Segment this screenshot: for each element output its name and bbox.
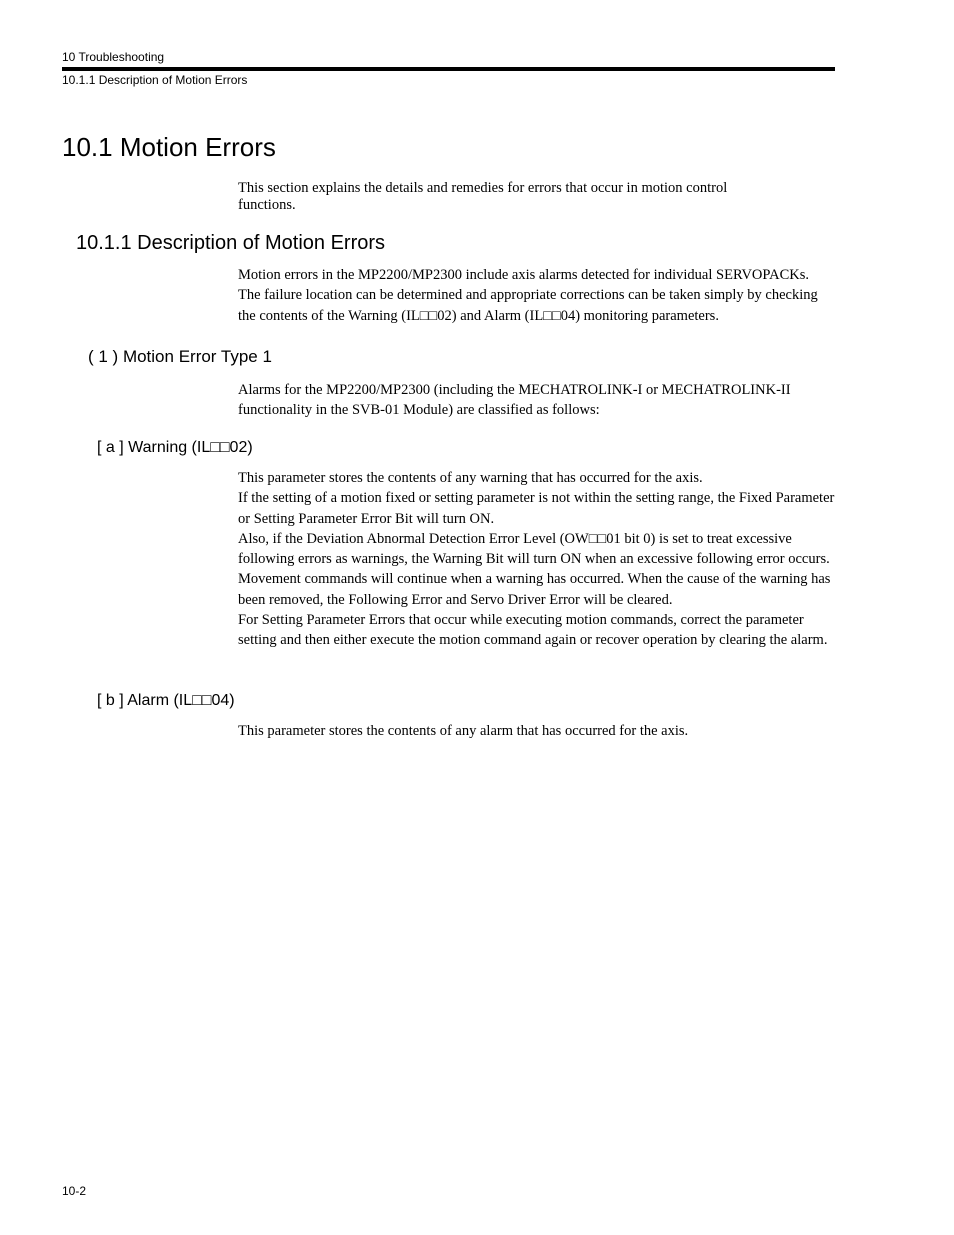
alarm-body: This parameter stores the contents of any alarm that has occurred for the axis.	[238, 723, 689, 739]
warning-body	[238, 468, 838, 651]
warning-line: This parameter stores the contents of any warning that has occurred for the axis.	[238, 470, 703, 486]
subsection-line: Motion errors in the MP2200/MP2300 include axis alarms detected for individual SERVOPACKs.	[238, 267, 810, 283]
warning-line: For Setting Parameter Errors that occur while executing motion commands, correct the parameter setting and then either execute the motion command again or recover operation by clearing the alarm.	[238, 612, 828, 649]
warning-heading: [ a ] Warning (IL□□02)	[97, 439, 253, 456]
subsection-line: The failure location can be determined and appropriate corrections can be taken simply by checking the contents of the Warning (IL□□02) and Alarm (IL□□04) monitoring parameters.	[238, 287, 818, 324]
subsection-heading: 10.1.1 Description of Motion Errors	[76, 232, 386, 254]
running-header-chapter: 10 Troubleshooting	[62, 50, 165, 64]
warning-line: Also, if the Deviation Abnormal Detection Error Level (OW□□01 bit 0) is set to treat excessive following errors as warnings, the Warning Bit will turn ON when an excessive following error occurs.	[238, 530, 830, 568]
type1-body: Alarms for the MP2200/MP2300 (including the MECHATROLINK-I or MECHATROLINK-II functionality in the SVB-01 Module) are classified as follows:	[238, 382, 791, 419]
type1-heading: ( 1 ) Motion Error Type 1	[88, 347, 272, 366]
intro-paragraph: This section explains the details and remedies for errors that occur in motion control functions.	[238, 180, 728, 213]
warning-line: Movement commands will continue when a warning has occurred. When the cause of the warning has been removed, the Following Error and Servo Driver Error will be cleared.	[238, 571, 831, 608]
running-header-section: 10.1.1 Description of Motion Errors	[62, 73, 248, 87]
subsection-body	[238, 265, 838, 326]
warning-line: If the setting of a motion fixed or setting parameter is not within the setting range, the Fixed Parameter or Setting Parameter Error Bit will turn ON.	[238, 490, 835, 527]
alarm-heading: [ b ] Alarm (IL□□04)	[97, 692, 235, 709]
page-title: 10.1 Motion Errors	[62, 132, 276, 162]
page-number: 10-2	[62, 1184, 87, 1198]
header-rule	[62, 67, 835, 71]
